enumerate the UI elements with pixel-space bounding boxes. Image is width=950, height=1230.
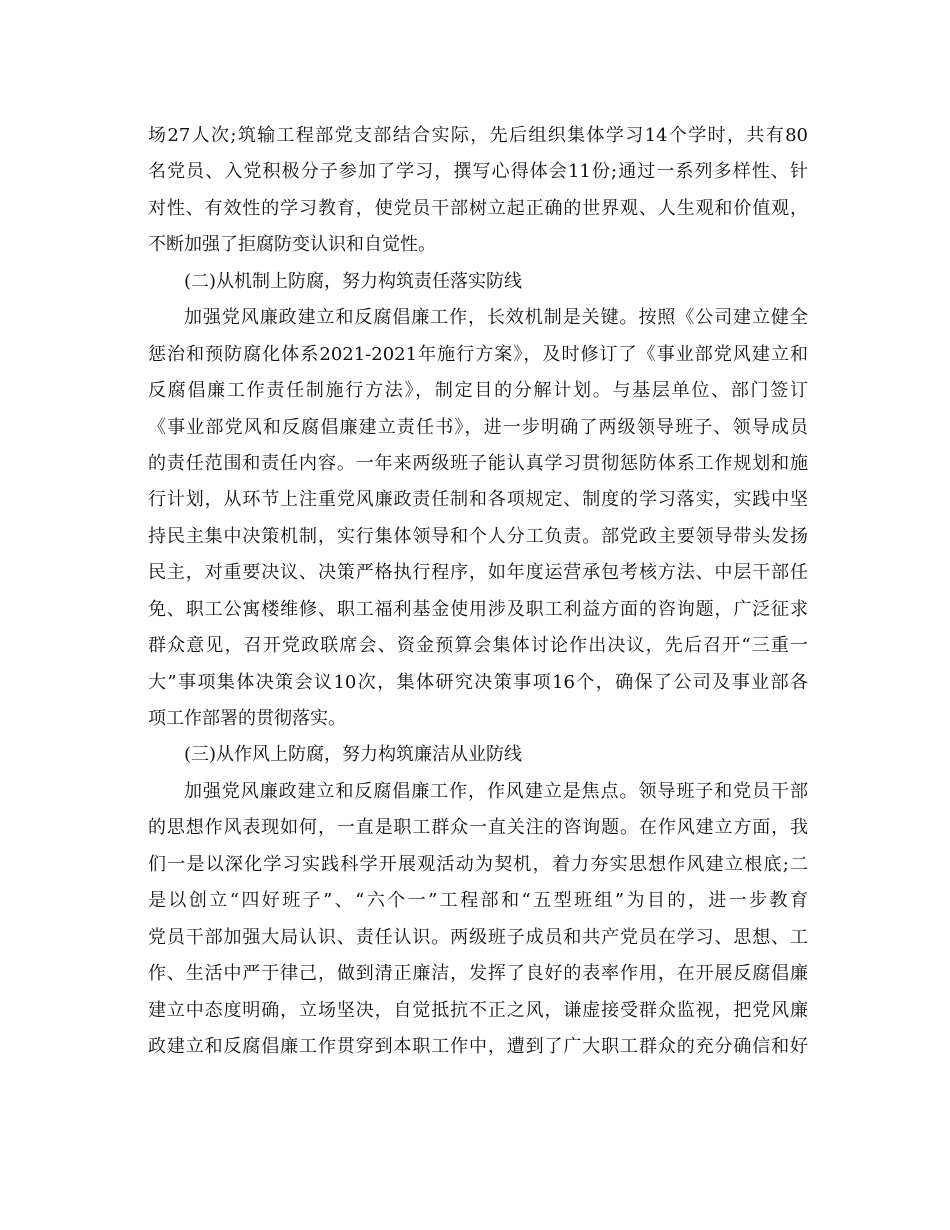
section-heading: (三)从作风上防腐，努力构筑廉洁从业防线 <box>184 744 523 766</box>
section-heading: (二)从机制上防腐，努力构筑责任落实防线 <box>184 270 523 292</box>
text-line: 党员干部加强大局认识、责任认识。两级班子成员和共产党员在学习、思想、工 <box>148 926 808 948</box>
text-line: 加强党风廉政建立和反腐倡廉工作，长效机制是关键。按照《公司建立健全 <box>184 307 808 329</box>
text-line: 大”事项集体决策会议10次，集体研究决策事项16个，确保了公司及事业部各 <box>148 671 808 693</box>
text-line: 建立中态度明确，立场坚决，自觉抵抗不正之风，谦虚接受群众监视，把党风廉 <box>148 999 808 1021</box>
text-line: 项工作部署的贯彻落实。 <box>148 708 346 729</box>
text-line: 反腐倡廉工作责任制施行方法》，制定目的分解计划。与基层单位、部门签订 <box>148 380 808 402</box>
text-line: 的思想作风表现如何，一直是职工群众一直关注的咨询题。在作风建立方面，我 <box>148 817 808 839</box>
text-line: 持民主集中决策机制，实行集体领导和个人分工负责。部党政主要领导带头发扬 <box>148 525 808 547</box>
text-line: 《事业部党风和反腐倡廉建立责任书》，进一步明确了两级领导班子、领导成员 <box>148 416 808 438</box>
text-line: 不断加强了拒腐防变认识和自觉性。 <box>148 234 436 256</box>
text-line: 的责任范围和责任内容。一年来两级班子能认真学习贯彻惩防体系工作规划和施 <box>148 452 808 474</box>
text-line: 政建立和反腐倡廉工作贯穿到本职工作中，遭到了广大职工群众的充分确信和好 <box>148 1035 808 1057</box>
text-line: 名党员、入党积极分子参加了学习，撰写心得体会11份;通过一系列多样性、针 <box>148 161 808 183</box>
text-line: 加强党风廉政建立和反腐倡廉工作，作风建立是焦点。领导班子和党员干部 <box>184 780 808 802</box>
text-line: 民主，对重要决议、决策严格执行程序，如年度运营承包考核方法、中层干部任 <box>148 562 808 584</box>
text-line: 作、生活中严于律己，做到清正廉洁，发挥了良好的表率作用，在开展反腐倡廉 <box>148 963 808 985</box>
text-line: 场27人次;筑输工程部党支部结合实际，先后组织集体学习14个学时，共有80 <box>148 125 808 146</box>
text-line: 惩治和预防腐化体系2021-2021年施行方案》，及时修订了《事业部党风建立和 <box>148 343 808 365</box>
text-line: 是以创立“四好班子”、“六个一”工程部和“五型班组”为目的，进一步教育 <box>148 890 808 912</box>
text-line: 行计划，从环节上注重党风廉政责任制和各项规定、制度的学习落实，实践中坚 <box>148 489 808 511</box>
text-line: 对性、有效性的学习教育，使党员干部树立起正确的世界观、人生观和价值观， <box>148 197 808 219</box>
text-line: 免、职工公寓楼维修、职工福利基金使用涉及职工利益方面的咨询题，广泛征求 <box>148 598 808 620</box>
body-text <box>148 118 808 1065</box>
text-line: 群众意见，召开党政联席会、资金预算会集体讨论作出决议，先后召开“三重一 <box>148 635 808 657</box>
text-line: 们一是以深化学习实践科学开展观活动为契机，着力夯实思想作风建立根底;二 <box>148 853 808 875</box>
